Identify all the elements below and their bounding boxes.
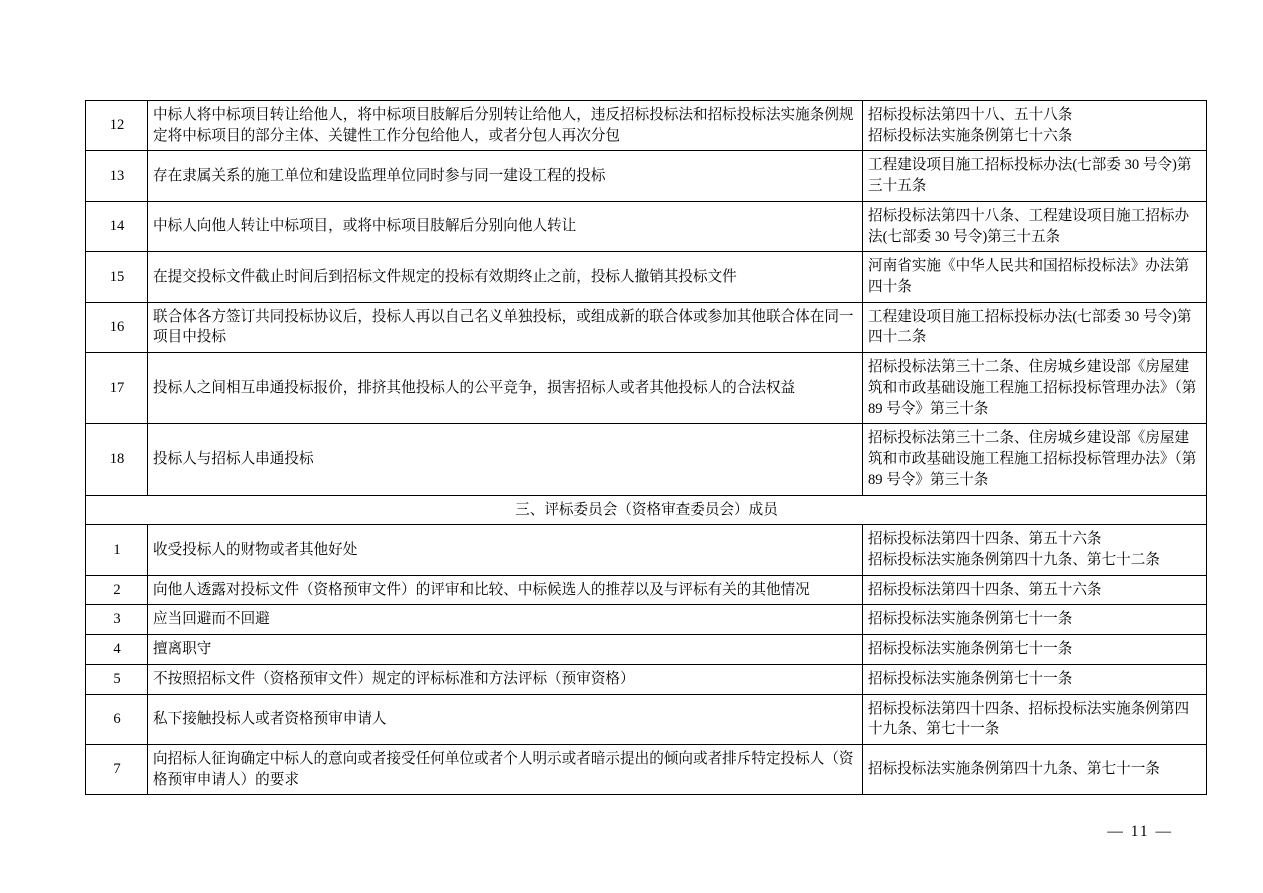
table-row <box>86 575 1207 605</box>
row-description: 中标人将中标项目转让给他人，将中标项目肢解后分别转让给他人，违反招标投标法和招标投标法实施条例规定将中标项目的部分主体、关键性工作分包给他人，或者分包人再次分包 <box>148 101 863 151</box>
section-heading-row <box>86 495 1207 525</box>
row-number: 2 <box>86 575 148 605</box>
row-reference: 招标投标法第三十二条、住房城乡建设部《房屋建筑和市政基础设施工程施工招标投标管理办法》（第 89 号令》第三十条 <box>863 424 1207 495</box>
row-number: 12 <box>86 101 148 151</box>
reference-line-2: 招标投标法实施条例第七十六条 <box>868 127 1073 144</box>
row-number: 3 <box>86 605 148 635</box>
row-number: 5 <box>86 664 148 694</box>
row-reference: 招标投标法实施条例第七十一条 <box>863 635 1207 665</box>
table-row <box>86 664 1207 694</box>
row-number: 1 <box>86 525 148 575</box>
row-reference: 招标投标法实施条例第七十一条 <box>863 664 1207 694</box>
page-number: — 11 — <box>1107 823 1173 840</box>
row-description: 向招标人征询确定中标人的意向或者接受任何单位或者个人明示或者暗示提出的倾向或者排斥特定投标人（资格预审申请人）的要求 <box>148 744 863 794</box>
table-row <box>86 525 1207 575</box>
row-description: 向他人透露对投标文件（资格预审文件）的评审和比较、中标候选人的推荐以及与评标有关的其他情况 <box>148 575 863 605</box>
table-row <box>86 744 1207 794</box>
row-reference <box>863 525 1207 575</box>
row-description: 联合体各方签订共同投标协议后，投标人再以自己名义单独投标，或组成新的联合体或参加其他联合体在同一项目中投标 <box>148 302 863 352</box>
row-description: 投标人之间相互串通投标报价，排挤其他投标人的公平竞争，损害招标人或者其他投标人的合法权益 <box>148 353 863 424</box>
row-reference: 工程建设项目施工招标投标办法(七部委 30 号令)第三十五条 <box>863 151 1207 201</box>
table-row <box>86 353 1207 424</box>
row-number: 17 <box>86 353 148 424</box>
row-description: 收受投标人的财物或者其他好处 <box>148 525 863 575</box>
row-reference: 招标投标法第四十八条、工程建设项目施工招标办法(七部委 30 号令)第三十五条 <box>863 201 1207 251</box>
row-number: 13 <box>86 151 148 201</box>
table-row <box>86 424 1207 495</box>
row-reference: 招标投标法第三十二条、住房城乡建设部《房屋建筑和市政基础设施工程施工招标投标管理办法》（第 89 号令》第三十条 <box>863 353 1207 424</box>
row-description: 擅离职守 <box>148 635 863 665</box>
row-number: 16 <box>86 302 148 352</box>
table-row <box>86 101 1207 151</box>
row-description: 中标人向他人转让中标项目，或将中标项目肢解后分别向他人转让 <box>148 201 863 251</box>
row-number: 15 <box>86 252 148 302</box>
row-number: 14 <box>86 201 148 251</box>
reference-line-2: 招标投标法实施条例第四十九条、第七十二条 <box>868 551 1160 568</box>
row-reference: 工程建设项目施工招标投标办法(七部委 30 号令)第四十二条 <box>863 302 1207 352</box>
row-number: 18 <box>86 424 148 495</box>
reference-line-1: 招标投标法第四十八、五十八条 <box>868 107 1073 123</box>
row-number: 7 <box>86 744 148 794</box>
table-row <box>86 252 1207 302</box>
row-description: 在提交投标文件截止时间后到招标文件规定的投标有效期终止之前，投标人撤销其投标文件 <box>148 252 863 302</box>
row-reference: 招标投标法实施条例第四十九条、第七十一条 <box>863 744 1207 794</box>
row-reference: 招标投标法第四十四条、招标投标法实施条例第四十九条、第七十一条 <box>863 694 1207 744</box>
row-description: 私下接触投标人或者资格预审申请人 <box>148 694 863 744</box>
table-row <box>86 605 1207 635</box>
row-reference: 河南省实施《中华人民共和国招标投标法》办法第四十条 <box>863 252 1207 302</box>
row-number: 4 <box>86 635 148 665</box>
reference-line-1: 招标投标法第四十四条、第五十六条 <box>868 531 1102 548</box>
row-number: 6 <box>86 694 148 744</box>
table-body <box>86 101 1207 795</box>
row-description: 投标人与招标人串通投标 <box>148 424 863 495</box>
row-description: 存在隶属关系的施工单位和建设监理单位同时参与同一建设工程的投标 <box>148 151 863 201</box>
table-row <box>86 635 1207 665</box>
table-row <box>86 151 1207 201</box>
section-heading: 三、评标委员会（资格审查委员会）成员 <box>86 495 1207 525</box>
table-row <box>86 201 1207 251</box>
violations-table <box>85 100 1207 795</box>
row-description: 应当回避而不回避 <box>148 605 863 635</box>
table-row <box>86 694 1207 744</box>
row-reference: 招标投标法第四十四条、第五十六条 <box>863 575 1207 605</box>
row-reference: 招标投标法实施条例第七十一条 <box>863 605 1207 635</box>
row-reference <box>863 101 1207 151</box>
table-row <box>86 302 1207 352</box>
row-description: 不按照招标文件（资格预审文件）规定的评标标准和方法评标（预审资格） <box>148 664 863 694</box>
